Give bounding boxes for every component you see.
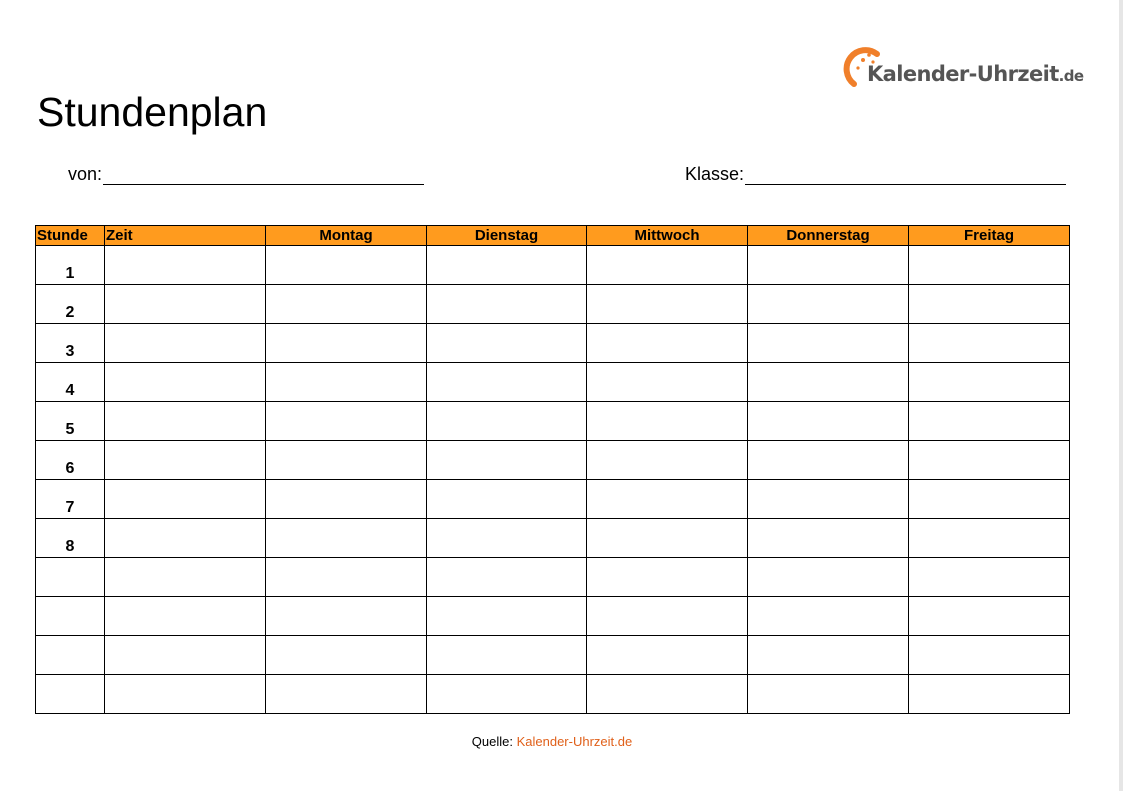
dienstag-cell[interactable] <box>427 675 587 714</box>
freitag-cell[interactable] <box>909 480 1070 519</box>
freitag-cell[interactable] <box>909 636 1070 675</box>
dienstag-cell[interactable] <box>427 480 587 519</box>
freitag-cell[interactable] <box>909 246 1070 285</box>
montag-cell[interactable] <box>266 597 427 636</box>
dienstag-cell[interactable] <box>427 246 587 285</box>
header-dienstag: Dienstag <box>427 226 587 246</box>
mittwoch-cell[interactable] <box>587 285 748 324</box>
dienstag-cell[interactable] <box>427 558 587 597</box>
page-edge <box>1119 0 1123 791</box>
donnerstag-cell[interactable] <box>748 558 909 597</box>
stunde-cell: 8 <box>36 519 105 558</box>
table-row <box>36 597 1070 636</box>
montag-cell[interactable] <box>266 363 427 402</box>
freitag-cell[interactable] <box>909 441 1070 480</box>
stunde-cell <box>36 636 105 675</box>
dienstag-cell[interactable] <box>427 636 587 675</box>
brand-logo[interactable] <box>843 40 1083 88</box>
mittwoch-cell[interactable] <box>587 597 748 636</box>
dienstag-cell[interactable] <box>427 285 587 324</box>
table-row <box>36 519 1070 558</box>
donnerstag-cell[interactable] <box>748 363 909 402</box>
timetable <box>35 225 1070 714</box>
von-line[interactable] <box>103 164 424 185</box>
donnerstag-cell[interactable] <box>748 597 909 636</box>
dienstag-cell[interactable] <box>427 363 587 402</box>
mittwoch-cell[interactable] <box>587 519 748 558</box>
freitag-cell[interactable] <box>909 558 1070 597</box>
table-row <box>36 246 1070 285</box>
klasse-field <box>685 164 1066 185</box>
donnerstag-cell[interactable] <box>748 246 909 285</box>
zeit-cell[interactable] <box>105 675 266 714</box>
donnerstag-cell[interactable] <box>748 480 909 519</box>
zeit-cell[interactable] <box>105 363 266 402</box>
header-row <box>36 226 1070 246</box>
donnerstag-cell[interactable] <box>748 519 909 558</box>
stunde-cell: 5 <box>36 402 105 441</box>
header-stunde: Stunde <box>36 226 105 246</box>
brand-logo-text <box>867 62 1083 86</box>
zeit-cell[interactable] <box>105 402 266 441</box>
mittwoch-cell[interactable] <box>587 558 748 597</box>
footer-label: Quelle: <box>471 734 513 749</box>
donnerstag-cell[interactable] <box>748 636 909 675</box>
table-row <box>36 363 1070 402</box>
freitag-cell[interactable] <box>909 675 1070 714</box>
dienstag-cell[interactable] <box>427 324 587 363</box>
klasse-label: Klasse: <box>685 164 745 184</box>
dienstag-cell[interactable] <box>427 597 587 636</box>
freitag-cell[interactable] <box>909 402 1070 441</box>
stunde-cell: 7 <box>36 480 105 519</box>
table-row <box>36 285 1070 324</box>
header-zeit: Zeit <box>105 226 266 246</box>
mittwoch-cell[interactable] <box>587 363 748 402</box>
footer-source <box>0 734 1104 749</box>
mittwoch-cell[interactable] <box>587 246 748 285</box>
table-row <box>36 324 1070 363</box>
montag-cell[interactable] <box>266 246 427 285</box>
mittwoch-cell[interactable] <box>587 480 748 519</box>
footer-link[interactable]: Kalender-Uhrzeit.de <box>516 734 633 749</box>
donnerstag-cell[interactable] <box>748 285 909 324</box>
klasse-line[interactable] <box>745 164 1066 185</box>
table-row <box>36 558 1070 597</box>
header-freitag: Freitag <box>909 226 1070 246</box>
montag-cell[interactable] <box>266 636 427 675</box>
donnerstag-cell[interactable] <box>748 441 909 480</box>
zeit-cell[interactable] <box>105 324 266 363</box>
montag-cell[interactable] <box>266 324 427 363</box>
header-donnerstag: Donnerstag <box>748 226 909 246</box>
dienstag-cell[interactable] <box>427 402 587 441</box>
table-row <box>36 675 1070 714</box>
stunde-cell <box>36 558 105 597</box>
montag-cell[interactable] <box>266 675 427 714</box>
von-label: von: <box>68 164 103 184</box>
freitag-cell[interactable] <box>909 519 1070 558</box>
stunde-cell: 6 <box>36 441 105 480</box>
montag-cell[interactable] <box>266 402 427 441</box>
brand-name: Kalender-Uhrzeit <box>867 62 1059 86</box>
stunde-cell: 4 <box>36 363 105 402</box>
donnerstag-cell[interactable] <box>748 402 909 441</box>
header-montag: Montag <box>266 226 427 246</box>
dienstag-cell[interactable] <box>427 519 587 558</box>
montag-cell[interactable] <box>266 480 427 519</box>
dienstag-cell[interactable] <box>427 441 587 480</box>
von-field <box>68 164 424 185</box>
freitag-cell[interactable] <box>909 597 1070 636</box>
zeit-cell[interactable] <box>105 246 266 285</box>
donnerstag-cell[interactable] <box>748 324 909 363</box>
mittwoch-cell[interactable] <box>587 675 748 714</box>
mittwoch-cell[interactable] <box>587 324 748 363</box>
zeit-cell[interactable] <box>105 285 266 324</box>
zeit-cell[interactable] <box>105 441 266 480</box>
mittwoch-cell[interactable] <box>587 636 748 675</box>
freitag-cell[interactable] <box>909 285 1070 324</box>
montag-cell[interactable] <box>266 285 427 324</box>
mittwoch-cell[interactable] <box>587 441 748 480</box>
header-mittwoch: Mittwoch <box>587 226 748 246</box>
brand-tld: .de <box>1058 67 1084 85</box>
freitag-cell[interactable] <box>909 363 1070 402</box>
table-row <box>36 402 1070 441</box>
table-row <box>36 441 1070 480</box>
zeit-cell[interactable] <box>105 519 266 558</box>
stunde-cell: 3 <box>36 324 105 363</box>
table-row <box>36 480 1070 519</box>
montag-cell[interactable] <box>266 519 427 558</box>
freitag-cell[interactable] <box>909 324 1070 363</box>
mittwoch-cell[interactable] <box>587 402 748 441</box>
stunde-cell: 2 <box>36 285 105 324</box>
page-title: Stundenplan <box>37 89 268 135</box>
table-row <box>36 636 1070 675</box>
montag-cell[interactable] <box>266 558 427 597</box>
montag-cell[interactable] <box>266 441 427 480</box>
stunde-cell: 1 <box>36 246 105 285</box>
zeit-cell[interactable] <box>105 480 266 519</box>
zeit-cell[interactable] <box>105 558 266 597</box>
zeit-cell[interactable] <box>105 636 266 675</box>
stunde-cell <box>36 675 105 714</box>
stunde-cell <box>36 597 105 636</box>
donnerstag-cell[interactable] <box>748 675 909 714</box>
zeit-cell[interactable] <box>105 597 266 636</box>
